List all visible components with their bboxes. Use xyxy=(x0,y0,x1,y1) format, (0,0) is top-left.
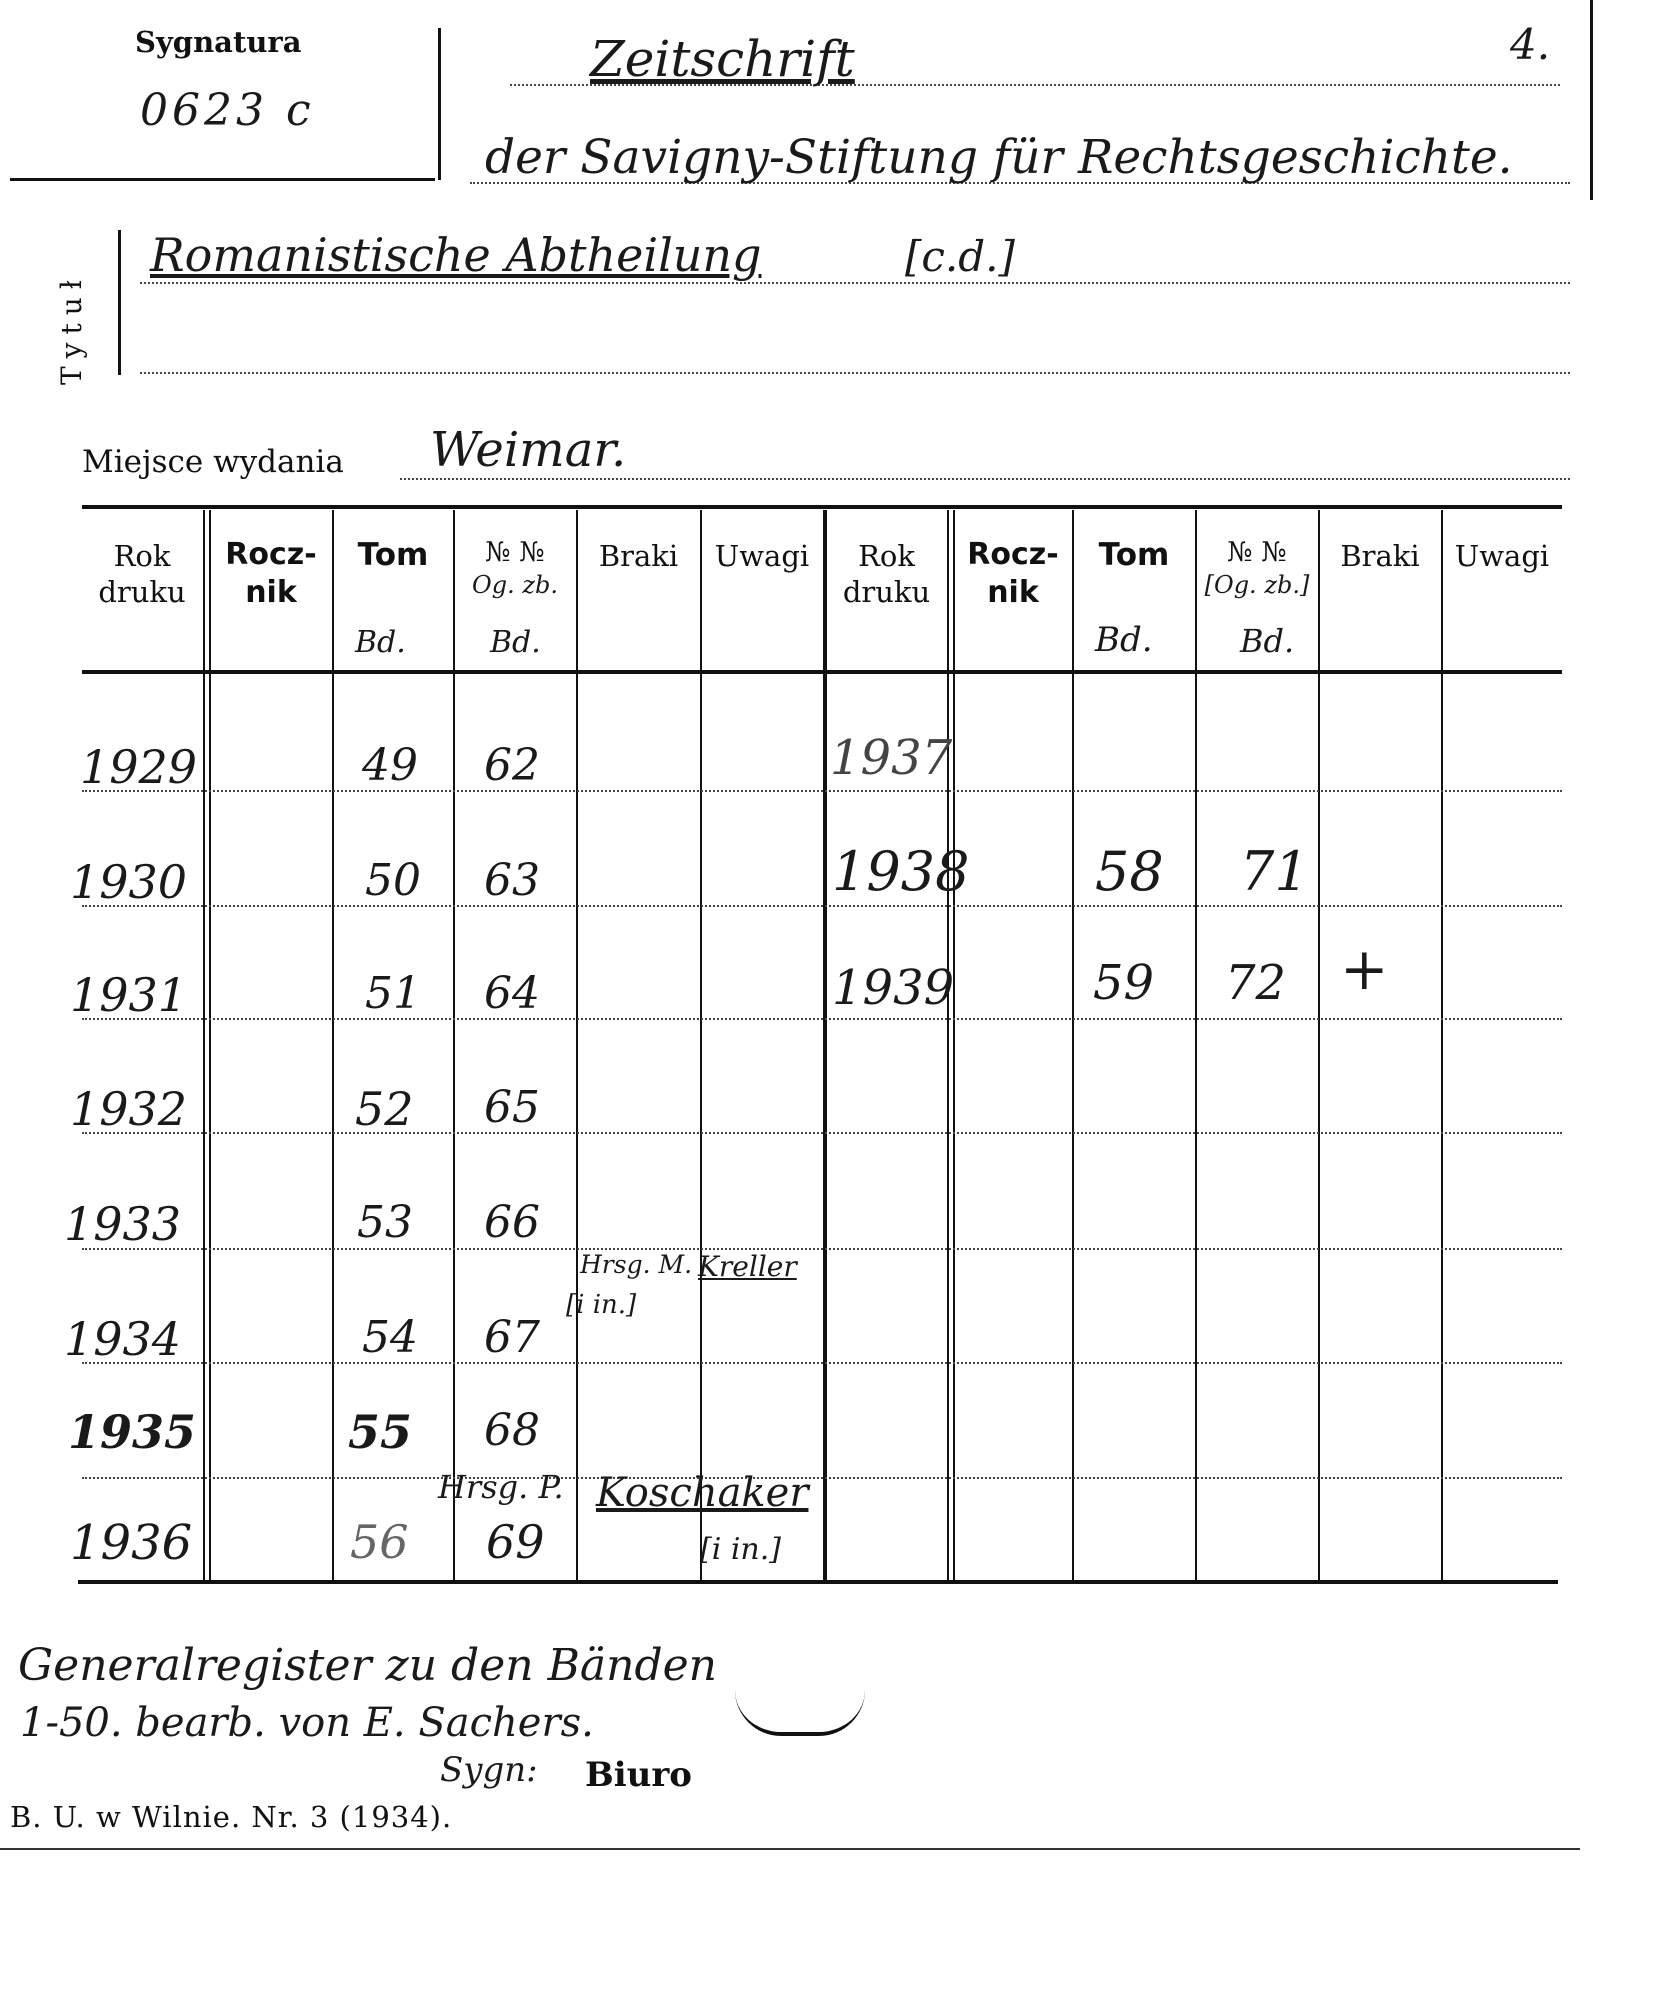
signature-value: 0623 c xyxy=(140,85,315,136)
col-line xyxy=(1195,510,1197,1580)
decorative-flourish xyxy=(735,1690,865,1736)
row-guide xyxy=(82,1248,1562,1250)
header-cell: Rocz- nik xyxy=(967,537,1059,610)
tom-cell: 50 xyxy=(365,855,421,906)
nr-cell: 71 xyxy=(1240,840,1309,903)
header-cell: Tom xyxy=(1098,537,1170,573)
col-line xyxy=(332,510,334,1580)
sygn-label: Sygn: xyxy=(440,1750,538,1790)
year-cell: 1936 xyxy=(70,1515,193,1571)
row-guide xyxy=(82,790,1562,792)
place-value: Weimar. xyxy=(430,422,627,478)
kreller-note-1: Hrsg. M. xyxy=(580,1250,693,1279)
nr-cell: 68 xyxy=(484,1405,540,1456)
signature-label: Sygnatura xyxy=(135,25,302,59)
year-cell: 1937 xyxy=(830,730,953,786)
row-guide xyxy=(82,905,1562,907)
table-header-rule xyxy=(82,670,1562,674)
tom-cell: 59 xyxy=(1093,955,1155,1011)
card-number: 4. xyxy=(1510,20,1551,69)
nr-cell: 62 xyxy=(484,740,540,791)
year-cell: 1935 xyxy=(68,1405,197,1459)
header-cell: Rocz- nik xyxy=(225,537,317,610)
title-line-1: Zeitschrift xyxy=(590,30,855,88)
header-cell: Rok druku xyxy=(98,539,186,610)
general-register-line-2: 1-50. bearb. von E. Sachers. xyxy=(20,1700,594,1746)
header-cell: Rok druku xyxy=(842,539,931,610)
tytul-bracket xyxy=(118,230,135,375)
year-cell: 1929 xyxy=(80,740,198,794)
col-line xyxy=(1441,510,1443,1580)
nr-cell: 72 xyxy=(1225,955,1287,1011)
kreller-note-3: [i in.] xyxy=(566,1290,637,1320)
col-line xyxy=(953,510,955,1580)
nr-cell: 64 xyxy=(484,968,540,1019)
braki-cell: + xyxy=(1340,935,1389,1003)
year-cell: 1933 xyxy=(64,1197,182,1251)
title-line-4-dots xyxy=(140,372,1570,374)
header-cell: Uwagi xyxy=(1454,539,1550,573)
row-guide xyxy=(82,1362,1562,1364)
row-guide xyxy=(82,1132,1562,1134)
signature-box-bottom-border xyxy=(10,178,435,181)
nr-cell: 65 xyxy=(484,1082,540,1133)
koschaker-note-3: [i in.] xyxy=(700,1532,781,1567)
header-cell: Braki xyxy=(1340,539,1420,573)
col-line xyxy=(947,510,949,1580)
nr-cell: 63 xyxy=(484,855,540,906)
header-cell: Tom xyxy=(357,537,429,573)
row-guide xyxy=(82,1018,1562,1020)
tom-cell: 55 xyxy=(348,1405,413,1459)
col-line xyxy=(453,510,455,1580)
tom-cell: 54 xyxy=(362,1312,418,1363)
koschaker-note-1: Hrsg. P. xyxy=(438,1468,564,1506)
year-cell: 1931 xyxy=(70,968,188,1022)
tom-cell: 56 xyxy=(350,1515,409,1569)
col-line xyxy=(1072,510,1074,1580)
signature-box-right-border xyxy=(438,28,441,180)
header-cell: Uwagi xyxy=(714,539,810,573)
header-note: Bd. xyxy=(355,625,406,660)
table-top-rule xyxy=(82,505,1562,509)
header-note: Bd. xyxy=(1240,622,1295,660)
col-line-center xyxy=(823,510,827,1580)
year-cell: 1938 xyxy=(832,840,970,903)
title-note: [c.d.] xyxy=(905,232,1015,281)
nr-cell: 69 xyxy=(486,1515,545,1569)
year-cell: 1930 xyxy=(70,855,188,909)
koschaker-note-2: Koschaker xyxy=(596,1470,809,1516)
header-cell: № № Og. zb. xyxy=(472,537,558,599)
place-dots xyxy=(400,478,1570,480)
general-register-line-1: Generalregister zu den Bänden xyxy=(18,1640,718,1691)
tom-cell: 51 xyxy=(365,968,421,1019)
table-bottom-rule xyxy=(78,1580,1558,1584)
tom-cell: 52 xyxy=(355,1082,414,1136)
header-cell: Braki xyxy=(598,539,679,573)
row-guide xyxy=(82,1477,1562,1479)
year-cell: 1934 xyxy=(64,1312,182,1366)
col-line xyxy=(576,510,578,1580)
col-line xyxy=(1318,510,1320,1580)
title-line-3-dots xyxy=(140,282,1570,284)
printer-line: B. U. w Wilnie. Nr. 3 (1934). xyxy=(10,1800,453,1834)
header-cell: № № [Og. zb.] xyxy=(1204,537,1310,599)
header-note: Bd. xyxy=(490,625,541,660)
nr-cell: 66 xyxy=(484,1197,540,1248)
tytul-label: Tytuł xyxy=(55,272,88,385)
col-line xyxy=(209,510,211,1580)
col-line xyxy=(203,510,205,1580)
kreller-note-2: Kreller xyxy=(698,1250,797,1283)
sygn-stamp: Biuro xyxy=(585,1755,692,1795)
year-cell: 1939 xyxy=(832,960,955,1016)
nr-cell: 67 xyxy=(484,1312,540,1363)
tom-cell: 58 xyxy=(1095,840,1164,903)
place-label: Miejsce wydania xyxy=(82,444,344,480)
tom-cell: 49 xyxy=(362,740,418,791)
title-line-3: Romanistische Abtheilung xyxy=(150,228,762,282)
year-cell: 1932 xyxy=(70,1082,188,1136)
header-note: Bd. xyxy=(1095,620,1153,660)
col-line xyxy=(700,510,702,1580)
tom-cell: 53 xyxy=(357,1197,413,1248)
title-line-2: der Savigny-Stiftung für Rechtsgeschichte. xyxy=(485,130,1513,185)
card-bottom-edge xyxy=(0,1848,1580,1850)
card-right-edge xyxy=(1590,0,1593,200)
